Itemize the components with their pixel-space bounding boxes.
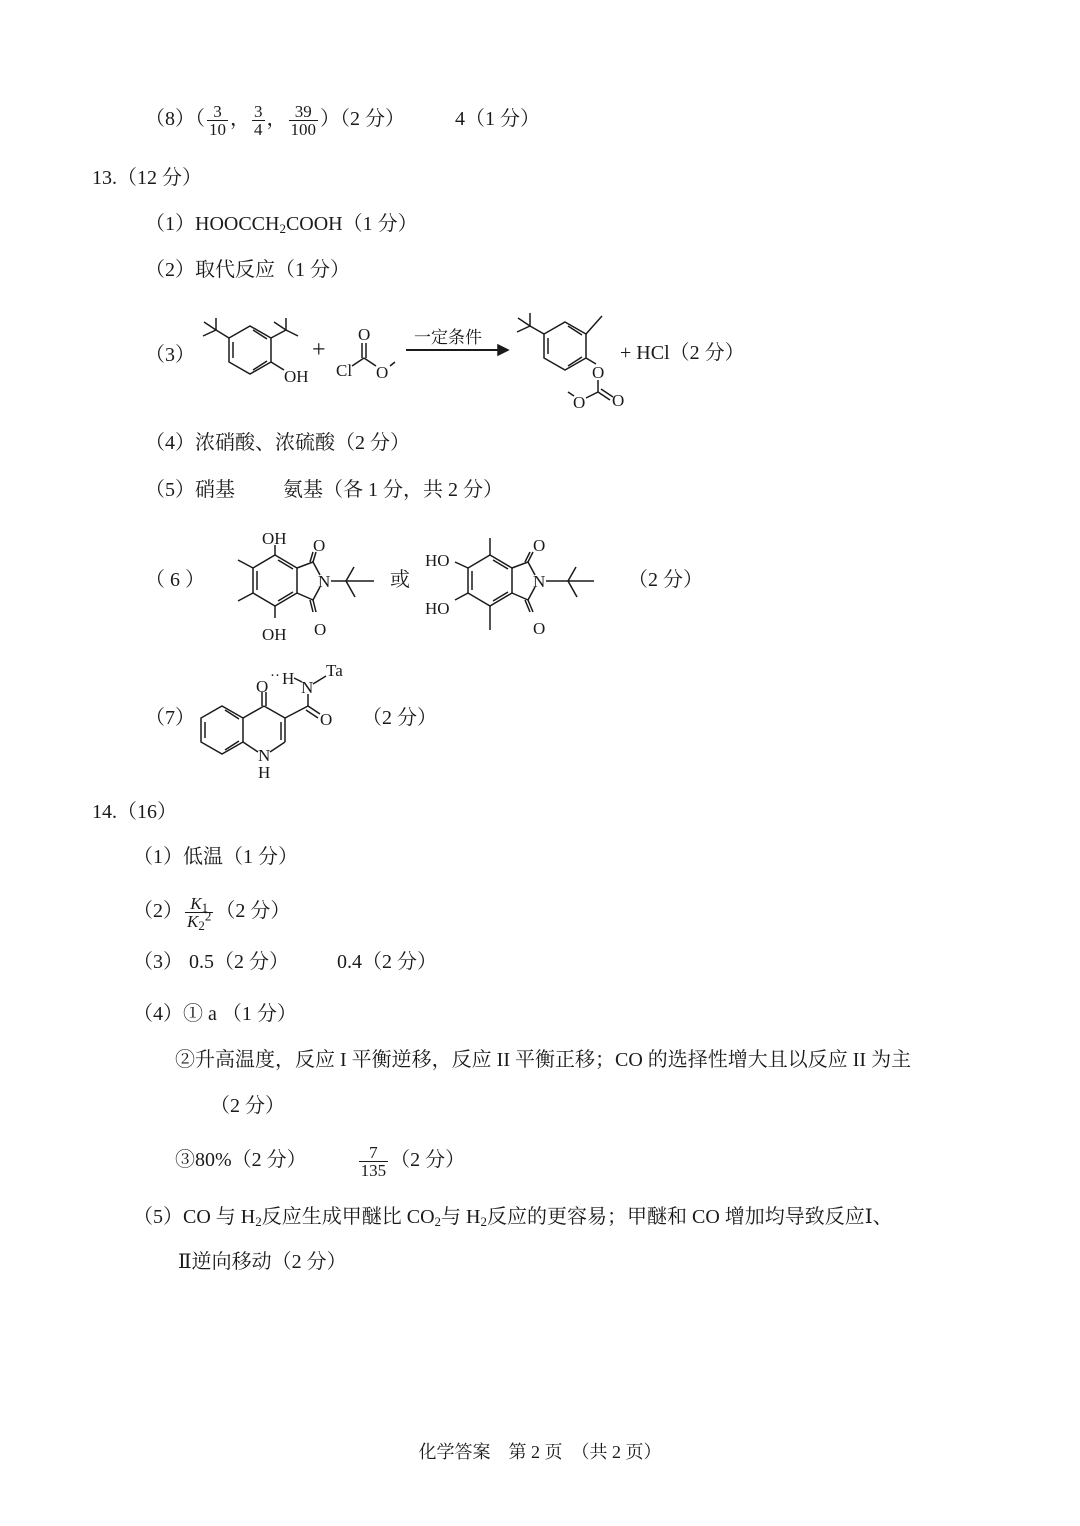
q13-item4: （4）浓硝酸、浓硫酸（2 分） [145,432,410,454]
answer: ① a （1 分） [183,1003,297,1025]
svg-text:O: O [320,710,333,729]
q13-item7-score: （2 分） [362,707,437,729]
svg-text:Cl: Cl [336,361,353,380]
q14-heading: 14.（16） [92,801,177,823]
svg-text:OH: OH [262,529,287,548]
svg-text:O: O [533,536,546,555]
formula: HOOCCH [195,213,280,235]
svg-text:H: H [258,763,271,782]
q13-heading: 13.（12 分） [92,167,202,189]
svg-text:O: O [314,620,327,639]
answer: 氨基（各 1 分，共 2 分） [283,479,503,501]
subscript: 2 [279,221,286,236]
answer: 0.5（2 分） [189,951,289,973]
q14-item4-p2: ②升高温度，反应 I 平衡逆移，反应 II 平衡正移；CO 的选择性增大且以反应 II 为主 [175,1049,912,1071]
fraction [252,103,265,138]
q14-item5 [133,1205,893,1229]
svg-text:N: N [301,678,314,697]
q14-item2 [133,894,291,933]
item-label: （3） [133,951,183,973]
denominator: 135 [360,1161,387,1180]
q14-item1: （1）低温（1 分） [133,846,298,868]
score: （2 分） [215,900,291,923]
isoindoledione-structure-b [425,536,594,638]
numerator: 39 [289,103,319,121]
methyl-chloroformate-structure [336,325,395,382]
or-text: 或 [390,569,410,591]
numerator: 3 [254,102,263,121]
fraction [289,103,319,138]
q14-item3 [133,950,437,974]
svg-text:··: ·· [270,668,280,684]
denominator: 100 [290,120,316,139]
svg-text:O: O [573,393,586,412]
superscript: 2 [204,908,212,924]
denominator: 10 [209,120,226,139]
svg-text:O: O [612,391,625,410]
q13-item6-score: （2 分） [628,569,703,591]
svg-text:OH: OH [262,625,287,644]
item-label: （8）（ [145,108,205,131]
svg-text:O: O [313,536,326,555]
text: 与 H [441,1206,481,1228]
product-carbonate-structure [517,313,624,412]
quinolone-structure [201,661,343,782]
answer: 4（1 分） [455,108,540,131]
q13-item5 [145,478,503,502]
svg-text:HO: HO [425,599,450,618]
subscript: 2 [434,1214,442,1229]
score: ）（2 分） [320,108,405,131]
svg-text:N: N [258,746,271,765]
plus-sign: + [312,337,326,363]
fraction [185,894,213,933]
text: （5）CO 与 H [133,1206,256,1228]
item-label: （2） [133,900,183,923]
q13-item2: （2）取代反应（1 分） [145,259,350,281]
page-footer: 化学答案 第 2 页 （共 2 页） [418,1442,662,1462]
svg-text:O: O [376,363,389,382]
reaction-condition: 一定条件 [414,328,482,347]
subscript: 2 [198,918,205,933]
svg-text:OH: OH [284,367,309,386]
item-label: （4） [133,1003,183,1025]
fraction [359,1144,389,1179]
svg-text:O: O [256,677,269,696]
score: （2 分） [390,1149,466,1172]
q14-item4 [133,1002,297,1026]
di-tert-butylphenol-structure [203,318,309,386]
q13-item3-tail: + HCl（2 分） [620,342,745,364]
answer: 0.4（2 分） [337,951,437,973]
svg-text:O: O [592,363,605,382]
q12-item8 [145,103,540,138]
svg-text:N: N [318,572,331,591]
svg-text:O: O [358,325,371,344]
k: K [190,894,202,913]
fraction [207,103,228,138]
sep: ， [230,108,250,131]
denominator: 4 [254,120,263,139]
svg-text:O: O [533,619,546,638]
answer: （5）硝基 [145,479,235,501]
q14-item4-p3 [175,1144,465,1179]
q13-item6-label: （ 6 ） [145,569,205,591]
subscript: 2 [255,1214,262,1229]
svg-text:Ta: Ta [326,661,343,680]
svg-text:HO: HO [425,551,450,570]
answer: ③80%（2 分） [175,1149,307,1172]
text: 反应的更容易；甲醚和 CO 增加均导致反应Ⅰ、 [486,1206,893,1228]
q14-item4-p2-score: （2 分） [210,1095,285,1117]
q14-item5-line2: Ⅱ逆向移动（2 分） [178,1251,347,1273]
item-label: （1） [145,213,195,235]
denominator [185,908,213,933]
svg-text:N: N [533,572,546,591]
numerator: 7 [359,1144,389,1162]
q13-item1 [145,212,418,236]
subscript: 2 [480,1214,487,1229]
isoindoledione-structure-a [238,529,374,644]
k: K [187,912,199,931]
svg-text:H: H [282,669,295,688]
formula-rest: COOH（1 分） [285,213,418,235]
numerator: 3 [207,103,228,121]
q13-item3-label: （3） [145,344,195,366]
subscript: 1 [201,900,209,915]
q13-item7-label: （7） [145,707,195,729]
text: 反应生成甲醚比 CO [261,1206,435,1228]
sep: ， [266,108,287,131]
